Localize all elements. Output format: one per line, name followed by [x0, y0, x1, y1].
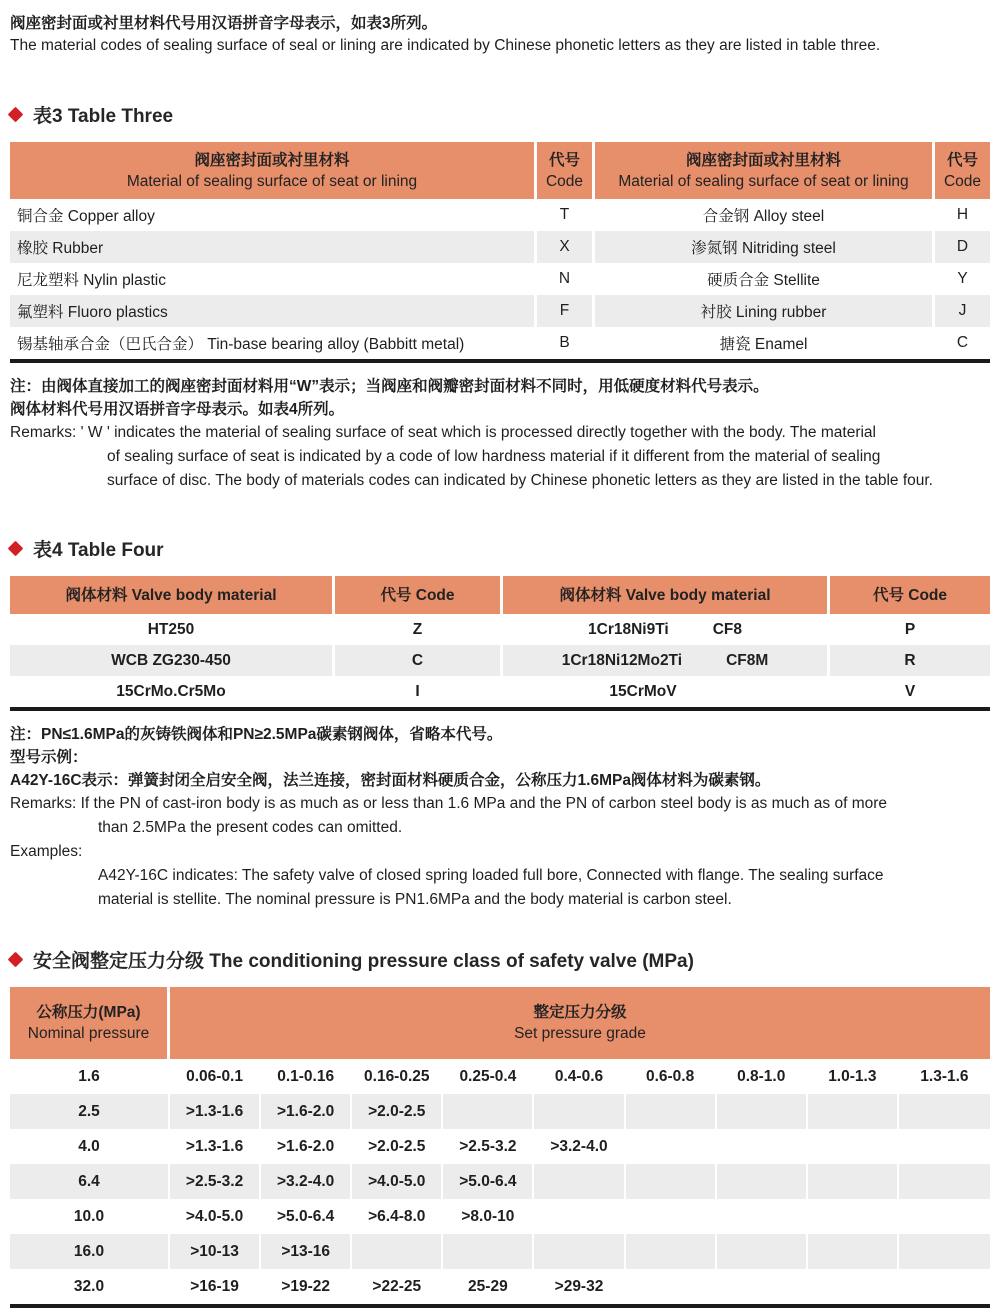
grade-cell [808, 1164, 899, 1199]
table-row [10, 1094, 990, 1129]
material-cell: 橡胶 Rubber [10, 231, 537, 263]
grade-cell: >3.2-4.0 [261, 1164, 352, 1199]
material-cell: 铜合金 Copper alloy [10, 199, 537, 231]
table-three [10, 142, 990, 363]
pressure-class-table [10, 987, 990, 1308]
grade-cell: 0.25-0.4 [443, 1059, 534, 1094]
header-cell-set-pressure-grade [170, 987, 990, 1059]
grade-cell [717, 1234, 808, 1269]
table-row [10, 1269, 990, 1304]
grade-cell: >1.6-2.0 [261, 1094, 352, 1129]
table-row [10, 1234, 990, 1269]
table-row [10, 1199, 990, 1234]
header-code-zh: 代号 [946, 151, 978, 169]
set-pressure-grade-zh: 整定压力分级 [533, 1004, 627, 1021]
note-zh: 型号示例： [10, 749, 88, 766]
grade-cell [808, 1269, 899, 1304]
grade-cell: >5.0-6.4 [261, 1199, 352, 1234]
material-cell: WCB ZG230-450 [10, 645, 335, 676]
grade-cell: >1.6-2.0 [261, 1129, 352, 1164]
example-line: material is stellite. The nominal pressure is PN1.6MPa and the body material is carbon steel. [98, 891, 732, 908]
grade-cell [626, 1199, 717, 1234]
header-cell-body-material: 阀体材料 Valve body material [10, 576, 335, 614]
grade-cell [899, 1129, 990, 1164]
grade-cell: 0.6-0.8 [626, 1059, 717, 1094]
grade-cell: >22-25 [352, 1269, 443, 1304]
grade-cell: >10-13 [170, 1234, 261, 1269]
grade-cell: >2.0-2.5 [352, 1129, 443, 1164]
grade-cell: >2.0-2.5 [352, 1094, 443, 1129]
grade-cell: >6.4-8.0 [352, 1199, 443, 1234]
grade-cell [808, 1094, 899, 1129]
grade-cell: 0.06-0.1 [170, 1059, 261, 1094]
grade-cell [443, 1094, 534, 1129]
grade-cell [899, 1164, 990, 1199]
diamond-icon [8, 107, 24, 123]
note-en: than 2.5MPa the present codes can omitted. [98, 819, 403, 836]
grade-cell [808, 1234, 899, 1269]
intro-text-zh: 阀座密封面或衬里材料代号用汉语拼音字母表示，如表3所列。 [10, 15, 438, 32]
note-zh: 阀体材料代号用汉语拼音字母表示。如表4所列。 [10, 401, 345, 418]
header-cell-code-left [537, 142, 595, 199]
grade-cell: >8.0-10 [443, 1199, 534, 1234]
nominal-pressure-en: Nominal pressure [27, 1025, 150, 1042]
grade-cell [534, 1094, 625, 1129]
grade-cell [352, 1234, 443, 1269]
code-cell: H [956, 206, 969, 223]
pressure-class-title [10, 946, 990, 973]
grade-cell: 0.1-0.16 [261, 1059, 352, 1094]
table-row [10, 327, 990, 359]
grade-cell [443, 1234, 534, 1269]
table-three-title [10, 101, 990, 128]
set-pressure-grade-en: Set pressure grade [514, 1025, 646, 1042]
grade-cell [899, 1094, 990, 1129]
code-cell: Y [957, 270, 968, 287]
table-row [10, 1164, 990, 1199]
table-four-header-row [10, 576, 990, 614]
grade-cell [899, 1199, 990, 1234]
header-material-zh: 阀座密封面或衬里材料 [194, 151, 350, 169]
grade-cell: >4.0-5.0 [170, 1199, 261, 1234]
diamond-icon [8, 541, 24, 557]
grade-cell [626, 1094, 717, 1129]
material-cell [503, 614, 830, 645]
table-four-title [10, 535, 990, 562]
grade-cell [534, 1234, 625, 1269]
table-row [10, 231, 990, 263]
material-cell [503, 645, 830, 676]
grade-cell [626, 1234, 717, 1269]
table-row [10, 199, 990, 231]
grade-cell [808, 1199, 899, 1234]
grade-cell [717, 1094, 808, 1129]
grade-cell: 1.3-1.6 [920, 1067, 969, 1085]
grade-cell [717, 1164, 808, 1199]
grade-cell: >4.0-5.0 [352, 1164, 443, 1199]
table-row [10, 614, 990, 645]
grade-cell: >2.5-3.2 [443, 1129, 534, 1164]
grade-cell [534, 1164, 625, 1199]
nominal-pressure-zh: 公称压力(MPa) [36, 1004, 141, 1021]
grade-cell [534, 1199, 625, 1234]
grade-cell [626, 1269, 717, 1304]
material-cell: 锡基轴承合金（巴氏合金） Tin-base bearing alloy (Babbitt metal) [10, 327, 537, 359]
nominal-pressure-cell: 1.6 [10, 1059, 170, 1094]
grade-cell [808, 1129, 899, 1164]
code-cell: D [956, 238, 969, 255]
code-cell: R [904, 651, 916, 669]
table-row [10, 1129, 990, 1164]
grade-cell [899, 1234, 990, 1269]
pressure-header-row [10, 987, 990, 1059]
header-code-en: Code [943, 172, 982, 190]
code-cell: C [956, 334, 969, 351]
grade-cell: >5.0-6.4 [443, 1164, 534, 1199]
pressure-class-title-text: 安全阀整定压力分级 The conditioning pressure class of safety valve (MPa) [33, 951, 694, 972]
grade-cell: >3.2-4.0 [534, 1129, 625, 1164]
note-en: surface of disc. The body of materials codes can indicated by Chinese phonetic letters as they are listed in the table four. [107, 472, 933, 489]
material-cell: 尼龙塑料 Nylin plastic [10, 263, 537, 295]
grade-cell: >2.5-3.2 [170, 1164, 261, 1199]
code-cell: J [958, 302, 967, 319]
material-cell: 搪瓷 Enamel [595, 327, 935, 359]
material-grade-b: CF8M [726, 651, 769, 669]
note-zh: A42Y-16C表示：弹簧封闭全启安全阀，法兰连接，密封面材料硬质合金，公称压力1.6MPa阀体材料为碳素钢。 [10, 772, 771, 789]
table-four-notes [10, 723, 990, 912]
header-code-en: Code [545, 172, 584, 190]
table-row [10, 295, 990, 327]
grade-cell [717, 1199, 808, 1234]
table-row [10, 1059, 990, 1094]
code-cell: C [335, 645, 503, 676]
table-four [10, 576, 990, 711]
grade-cell: 0.4-0.6 [534, 1059, 625, 1094]
grade-cell: >13-16 [261, 1234, 352, 1269]
code-cell: T [537, 199, 595, 231]
note-zh: 注：PN≤1.6MPa的灰铸铁阀体和PN≥2.5MPa碳素钢阀体，省略本代号。 [10, 726, 503, 743]
header-cell-nominal-pressure [10, 987, 170, 1059]
header-cell-code: 代号 Code [335, 576, 503, 614]
grade-cell: 0.16-0.25 [352, 1059, 443, 1094]
nominal-pressure-cell: 16.0 [10, 1234, 170, 1269]
intro-paragraph [10, 13, 990, 57]
code-cell: F [537, 295, 595, 327]
note-en: of sealing surface of seat is indicated by a code of low hardness material if it different from the material of sealing [107, 448, 881, 465]
material-cell [503, 676, 830, 707]
nominal-pressure-cell: 10.0 [10, 1199, 170, 1234]
header-material-en: Material of sealing surface of seat or lining [126, 172, 418, 190]
grade-cell: >1.3-1.6 [170, 1094, 261, 1129]
intro-text-en: The material codes of sealing surface of seal or lining are indicated by Chinese phonetic letters as they are listed in table three. [10, 37, 881, 54]
grade-cell: >16-19 [170, 1269, 261, 1304]
example-line: A42Y-16C indicates: The safety valve of closed spring loaded full bore, Connected with flange. The sealing surface [98, 867, 884, 884]
material-cell: 衬胶 Lining rubber [595, 295, 935, 327]
code-cell: N [537, 263, 595, 295]
header-cell-code-right [935, 142, 990, 199]
code-cell: V [904, 682, 916, 700]
grade-cell: >19-22 [261, 1269, 352, 1304]
table-three-notes [10, 375, 990, 493]
grade-cell: 0.8-1.0 [717, 1059, 808, 1094]
code-cell: X [537, 231, 595, 263]
header-material-en: Material of sealing surface of seat or lining [618, 172, 909, 190]
grade-cell [626, 1129, 717, 1164]
grade-cell: >1.3-1.6 [170, 1129, 261, 1164]
code-cell: Z [335, 614, 503, 645]
material-grade-a: 15CrMoV [609, 682, 677, 700]
table-row [10, 645, 990, 676]
grade-cell [717, 1129, 808, 1164]
grade-cell: 25-29 [443, 1269, 534, 1304]
material-cell: 合金钢 Alloy steel [595, 199, 935, 231]
header-cell-material-right [595, 142, 935, 199]
header-material-zh: 阀座密封面或衬里材料 [685, 151, 841, 169]
code-cell: I [335, 676, 503, 707]
note-zh: 注：由阀体直接加工的阀座密封面材料用“W”表示；当阀座和阀瓣密封面材料不同时，用低硬度材料代号表示。 [10, 378, 769, 395]
examples-label: Examples: [10, 843, 83, 860]
nominal-pressure-cell: 32.0 [10, 1269, 170, 1304]
note-en: Remarks: If the PN of cast-iron body is as much as or less than 1.6 MPa and the PN of carbon steel body is as much as of more [10, 795, 888, 812]
table-three-title-text: 表3 Table Three [33, 106, 174, 127]
grade-cell [899, 1269, 990, 1304]
material-grade-a: 1Cr18Ni12Mo2Ti [561, 651, 683, 669]
table-row [10, 263, 990, 295]
grade-cell: >29-32 [534, 1269, 625, 1304]
material-grade-b: CF8 [712, 620, 742, 638]
grade-cell: 1.0-1.3 [808, 1059, 899, 1094]
grade-cell [626, 1164, 717, 1199]
diamond-icon [8, 952, 24, 968]
nominal-pressure-cell: 6.4 [10, 1164, 170, 1199]
header-cell-material-left [10, 142, 537, 199]
table-three-header-row [10, 142, 990, 199]
header-cell-body-material: 阀体材料 Valve body material [503, 576, 830, 614]
material-cell: 氟塑料 Fluoro plastics [10, 295, 537, 327]
header-cell-code: 代号 Code [872, 586, 948, 604]
code-cell: P [904, 620, 916, 638]
nominal-pressure-cell: 4.0 [10, 1129, 170, 1164]
material-cell: 硬质合金 Stellite [595, 263, 935, 295]
grade-cell [717, 1269, 808, 1304]
table-row [10, 676, 990, 707]
header-code-zh: 代号 [548, 151, 580, 169]
material-cell: 渗氮钢 Nitriding steel [595, 231, 935, 263]
material-grade-a: 1Cr18Ni9Ti [588, 620, 669, 638]
material-cell: 15CrMo.Cr5Mo [10, 676, 335, 707]
material-cell: HT250 [10, 614, 335, 645]
nominal-pressure-cell: 2.5 [10, 1094, 170, 1129]
code-cell: B [537, 327, 595, 359]
note-en: Remarks: ' W ' indicates the material of sealing surface of seat which is processed directly together with the body. The material [10, 424, 876, 441]
table-four-title-text: 表4 Table Four [33, 540, 164, 561]
